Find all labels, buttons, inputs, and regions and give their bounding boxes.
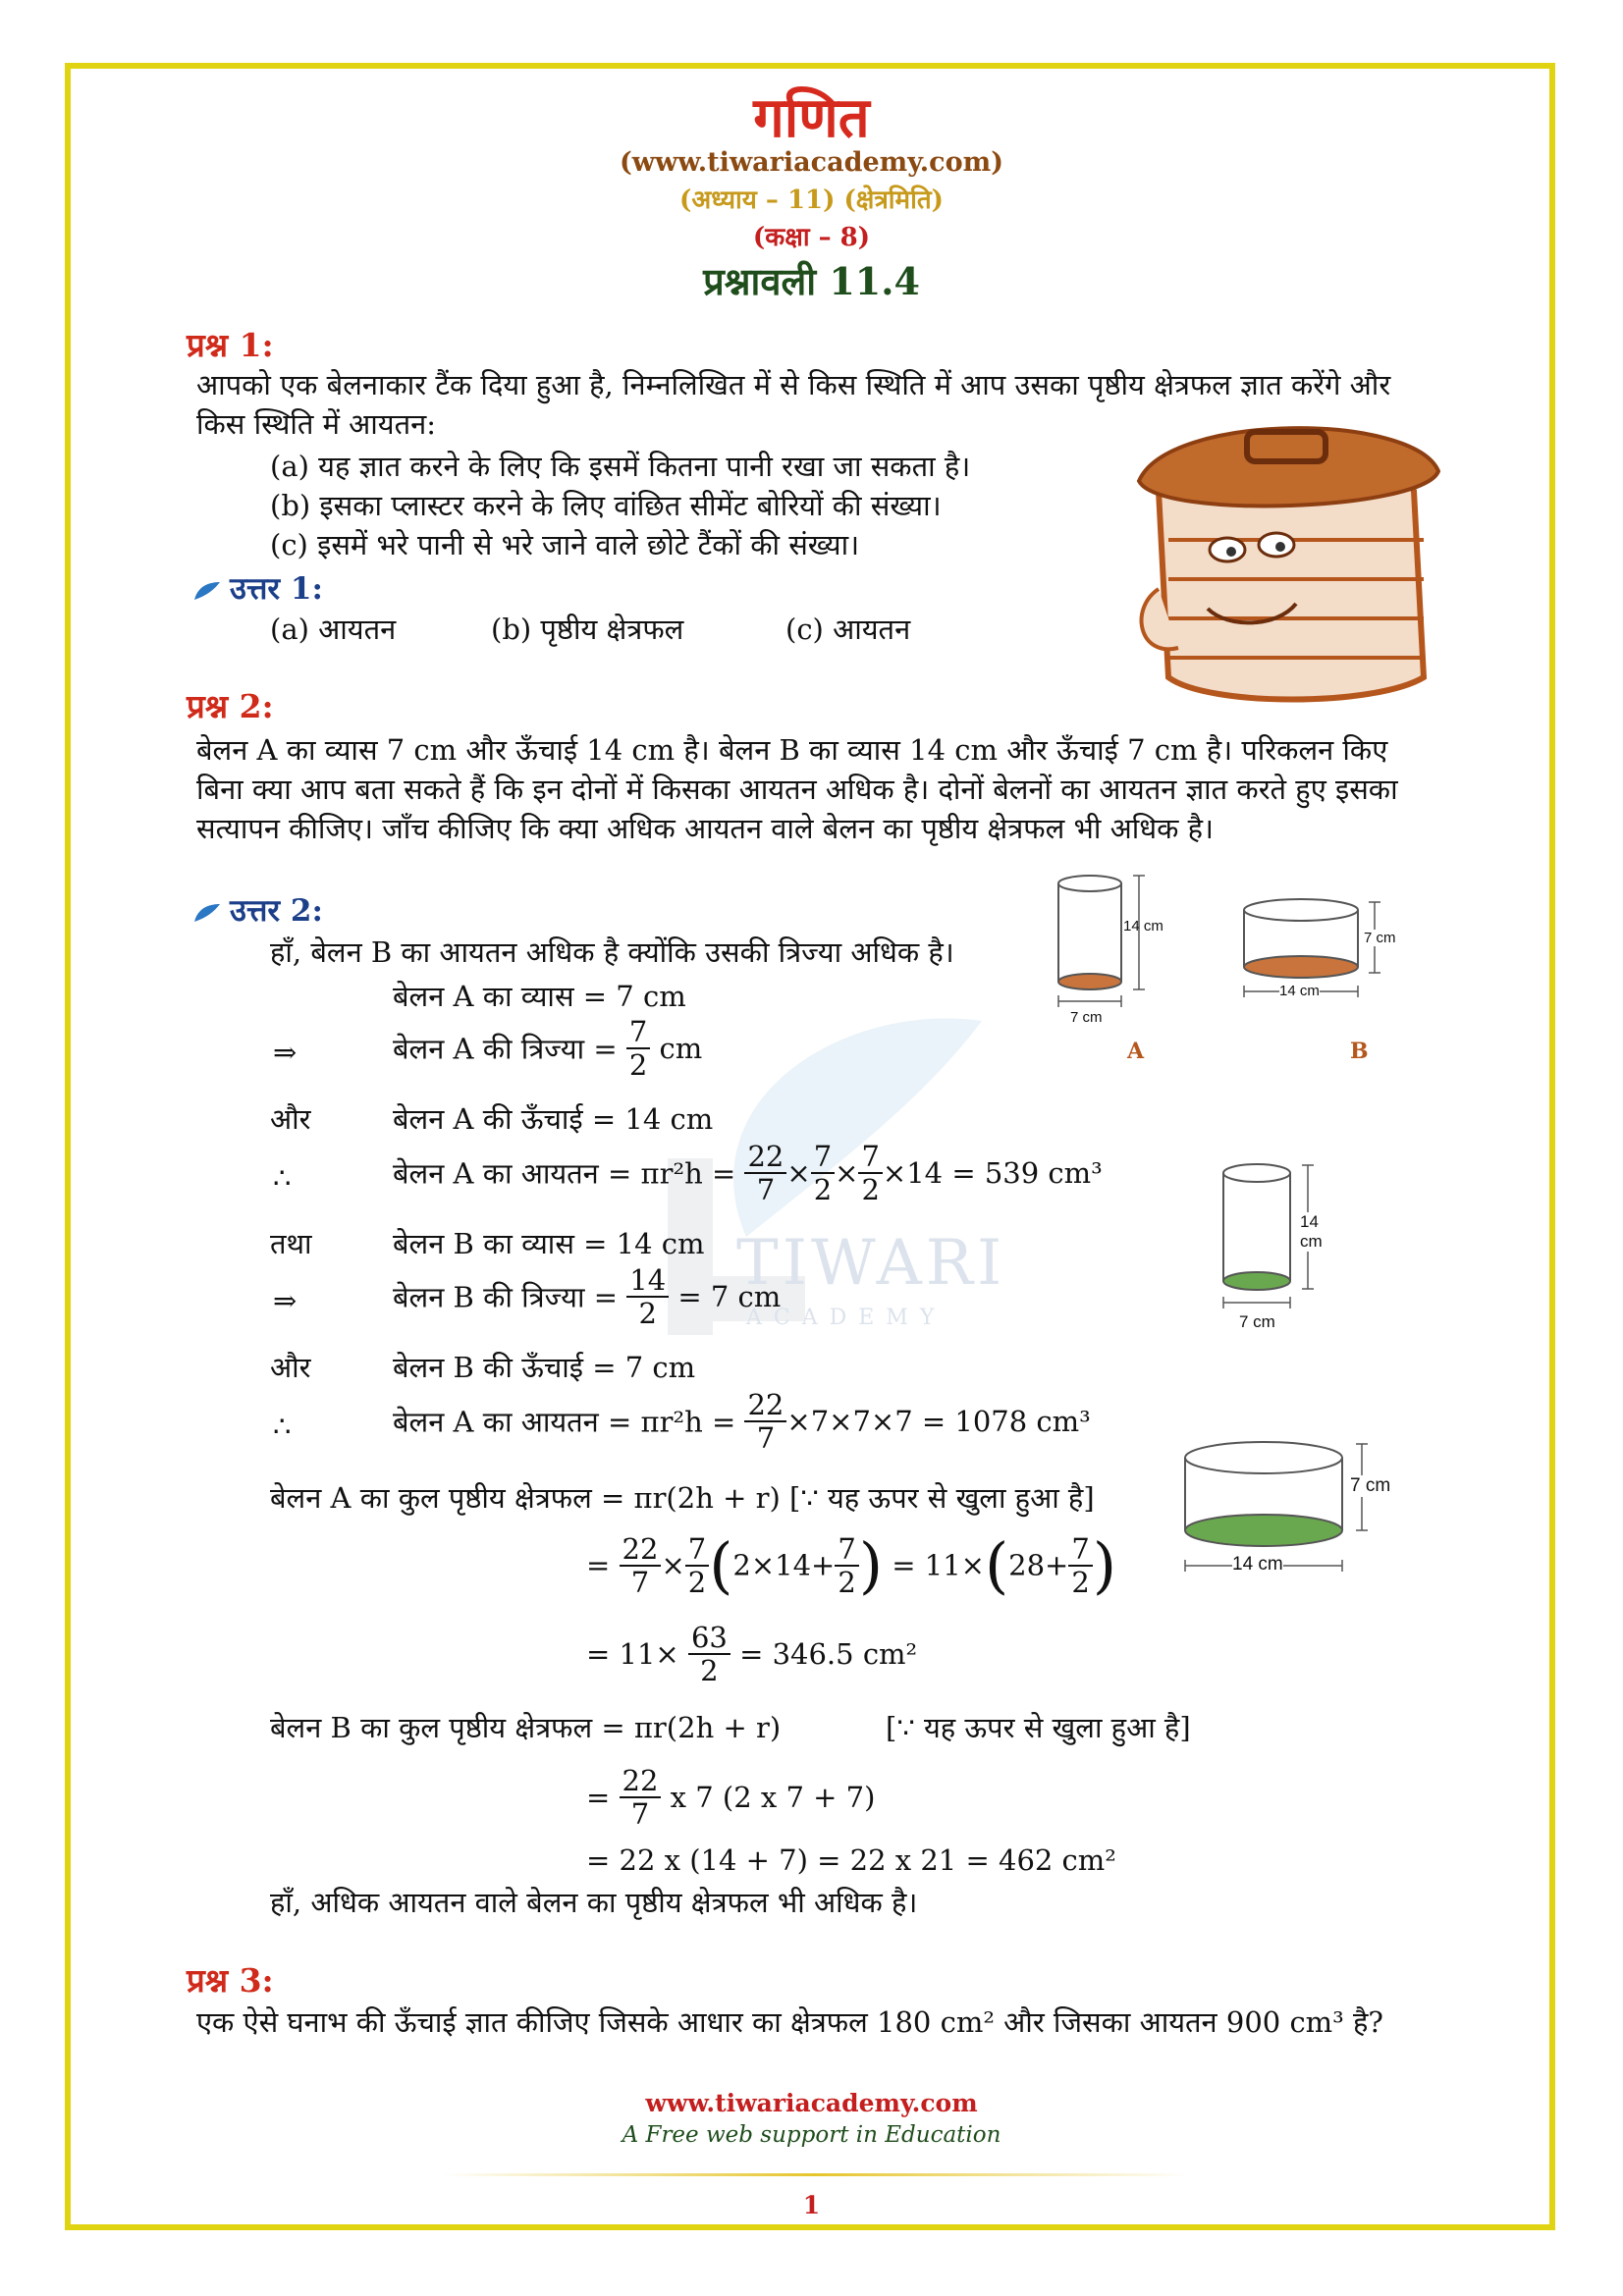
question-1-text: आपको एक बेलनाकार टैंक दिया हुआ है, निम्नलिखित में से किस स्थिति में आप उसका पृष्ठीय क्षेत्रफल ज्ञात करेंगे और किस स्थिति में आयतन: [196, 368, 1391, 441]
question-3-label: प्रश्न 3: [187, 1961, 274, 2000]
cylinder-tall-height-label: 14 cm [1300, 1212, 1345, 1252]
question-1-option-a: (a) यह ज्ञात करने के लिए कि इसमें कितना पानी रखा जा सकता है। [270, 450, 971, 483]
implies-symbol: ⇒ [273, 1036, 298, 1069]
line-3: बेलन A की ऊँचाई = 14 cm [393, 1102, 714, 1136]
cylinder-wide-height-label: 7 cm [1350, 1475, 1391, 1496]
cylinder-b-diameter-label: 14 cm [1279, 983, 1320, 999]
header-class: (कक्षा – 8) [752, 223, 871, 252]
question-1-option-b: (b) इसका प्लास्टर करने के लिए वांछित सीमेंट बोरियों की संख्या। [270, 489, 942, 522]
cylinder-wide-diameter-label: 14 cm [1232, 1554, 1283, 1575]
and-word: और [270, 1351, 311, 1384]
header-chapter: (अध्याय – 11) (क्षेत्रमिति) [679, 186, 944, 215]
question-1-label: प्रश्न 1: [187, 326, 274, 364]
fraction: $\frac{7}{2}$ [685, 1533, 709, 1598]
fraction: $\frac{7}{2}$ [626, 1016, 650, 1081]
therefore-symbol: ∴ [273, 1410, 292, 1443]
answer-2-conclusion: हाँ, अधिक आयतन वाले बेलन का पृष्ठीय क्षेत्रफल भी अधिक है। [270, 1886, 918, 1919]
leaf-logo-icon [192, 580, 222, 602]
question-2-label: प्रश्न 2: [187, 687, 274, 725]
line-7: बेलन B की ऊँचाई = 7 cm [393, 1351, 696, 1384]
surface-area-a-formula: बेलन A का कुल पृष्ठीय क्षेत्रफल = πr(2h + r) [∵ यह ऊपर से खुला हुआ है] [270, 1481, 1095, 1515]
fraction: $\frac{22}{7}$ [744, 1141, 786, 1205]
fraction: $\frac{7}{2}$ [858, 1141, 882, 1205]
answer-1-a: (a) आयतन [270, 613, 397, 646]
cylinder-a-height-label: 14 cm [1123, 918, 1163, 934]
fraction: $\frac{22}{7}$ [620, 1765, 662, 1830]
therefore-symbol: ∴ [273, 1161, 292, 1195]
line-8: बेलन A का आयतन = πr²h = $\frac{22}{7}$ ×7×7×7 = 1078 cm³ [393, 1388, 1091, 1455]
watermark-subtext: ACADEMY [746, 1306, 947, 1330]
answer-2-label: उत्तर 2: [192, 889, 323, 931]
leaf-logo-icon [192, 902, 222, 924]
surface-area-a-step-2: = 11× $\frac{63}{2}$ = 346.5 cm² [586, 1621, 918, 1687]
question-2-text: बेलन A का व्यास 7 cm और ऊँचाई 14 cm है। बेलन B का व्यास 14 cm और ऊँचाई 7 cm है। परिकलन किए बिना क्या आप बता सकते हैं कि इन दोनों में किसका आयतन अधिक है। दोनों बेलनों का आयतन ज्ञात करते हुए इसका सत्यापन कीजिए। जाँच कीजिए कि क्या अधिक आयतन वाले बेलन का पृष्ठीय क्षेत्रफल भी अधिक है। [196, 733, 1398, 845]
line-2: बेलन A की त्रिज्या = $\frac{7}{2}$ cm [393, 1015, 703, 1082]
cylinder-a-figure [1041, 864, 1178, 1035]
fraction: $\frac{22}{7}$ [620, 1533, 662, 1598]
surface-area-b-formula: बेलन B का कुल पृष्ठीय क्षेत्रफल = πr(2h + r) [270, 1711, 782, 1744]
line-4: बेलन A का आयतन = πr²h = $\frac{22}{7}$ × $\frac{7}{2}$ × $\frac{7}{2}$ ×14 = 539 cm³ [393, 1140, 1103, 1206]
page-title: गणित [753, 85, 870, 150]
fraction: $\frac{22}{7}$ [744, 1389, 786, 1454]
question-3-text: एक ऐसे घनाभ की ऊँचाई ज्ञात कीजिए जिसके आधार का क्षेत्रफल 180 cm² और जिसका आयतन 900 cm³ है? [196, 2005, 1383, 2039]
and-word: और [270, 1102, 311, 1136]
answer-1-label: उत्तर 1: [192, 567, 323, 609]
fraction: $\frac{14}{2}$ [626, 1264, 669, 1329]
watermark-text: TIWARI [736, 1227, 1006, 1300]
surface-area-a-step-1: = $\frac{22}{7}$ × $\frac{7}{2}$ (2×14+ $\frac{7}{2}$ ) = 11×(28+ $\frac{7}{2}$ ) [586, 1529, 1117, 1601]
footer-tagline: A Free web support in Education [622, 2122, 1001, 2148]
line-6: बेलन B की त्रिज्या = $\frac{14}{2}$ = 7 cm [393, 1263, 782, 1330]
cylinder-tall-diameter-label: 7 cm [1239, 1312, 1275, 1331]
answer-1-b: (b) पृष्ठीय क्षेत्रफल [491, 613, 684, 646]
exercise-title: प्रश्नावली 11.4 [703, 259, 920, 303]
cylinder-b-letter: B [1350, 1039, 1369, 1064]
surface-area-b-note: [∵ यह ऊपर से खुला हुआ है] [886, 1711, 1191, 1744]
cylinder-wide-figure [1173, 1428, 1419, 1589]
implies-symbol: ⇒ [273, 1284, 298, 1317]
footer-divider [442, 2173, 1188, 2176]
answer-1-c: (c) आयतन [785, 613, 911, 646]
line-5: बेलन B का व्यास = 14 cm [393, 1227, 705, 1260]
cylinder-tall-figure [1208, 1153, 1345, 1344]
surface-area-b-step-2: = 22 x (14 + 7) = 22 x 21 = 462 cm² [586, 1843, 1116, 1877]
cylinder-b-height-label: 7 cm [1364, 930, 1396, 946]
answer-2-intro: हाँ, बेलन B का आयतन अधिक है क्योंकि उसकी त्रिज्या अधिक है। [270, 935, 954, 969]
tank-illustration [1129, 412, 1443, 721]
fraction: $\frac{7}{2}$ [1068, 1533, 1092, 1598]
cylinder-a-diameter-label: 7 cm [1070, 1009, 1103, 1026]
surface-area-b-step-1: = $\frac{22}{7}$ x 7 (2 x 7 + 7) [586, 1764, 876, 1831]
also-word: तथा [270, 1227, 312, 1260]
question-1-option-c: (c) इसमें भरे पानी से भरे जाने वाले छोटे टैंकों की संख्या। [270, 528, 860, 561]
fraction: $\frac{7}{2}$ [811, 1141, 835, 1205]
header-url: (www.tiwariacademy.com) [620, 147, 1003, 178]
fraction: $\frac{63}{2}$ [688, 1622, 730, 1686]
footer-url: www.tiwariacademy.com [645, 2089, 978, 2117]
cylinder-b-figure [1232, 888, 1409, 1020]
page-number: 1 [802, 2191, 821, 2219]
line-1: बेलन A का व्यास = 7 cm [393, 980, 686, 1013]
fraction: $\frac{7}{2}$ [835, 1533, 858, 1598]
cylinder-a-letter: A [1127, 1039, 1145, 1064]
